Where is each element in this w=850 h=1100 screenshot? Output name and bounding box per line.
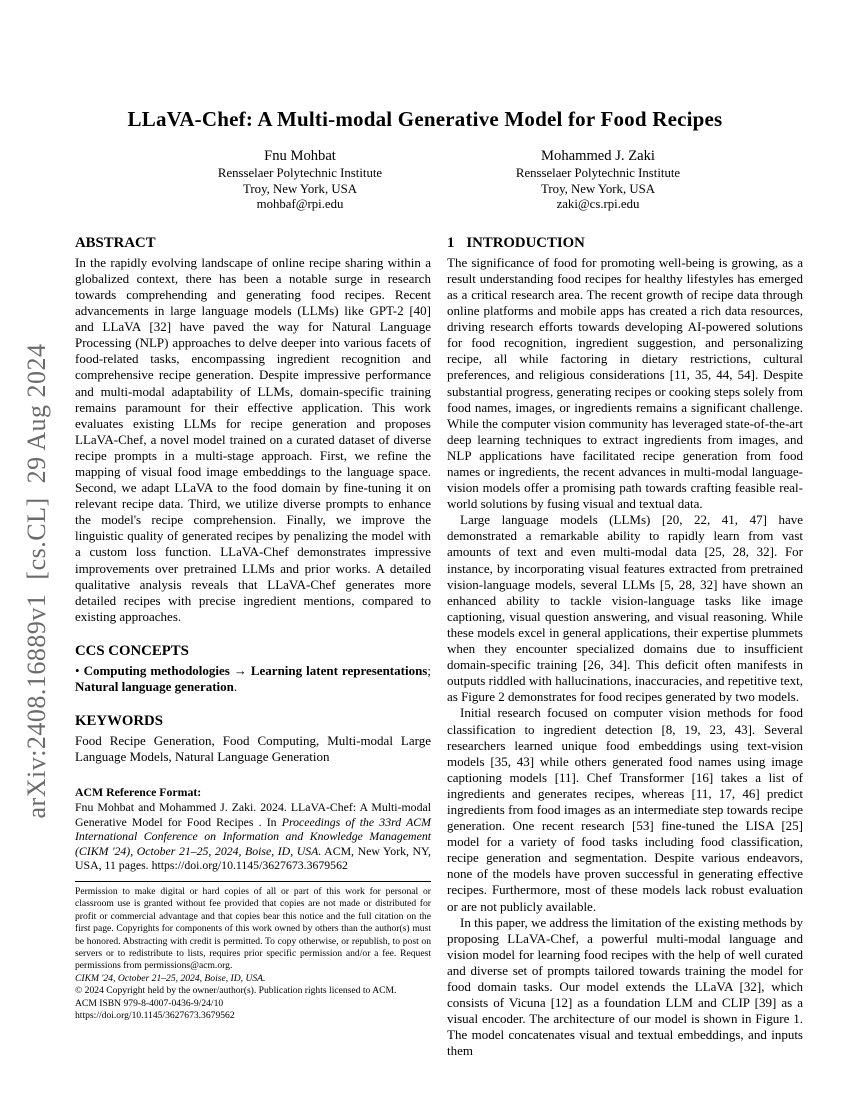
ccs-separator: ; — [427, 662, 431, 678]
intro-paragraph-3: Initial research focused on computer vision methods for food classification to ingredient detection [8, 19, 23, 43]. Several researchers learned unique food embeddings using text-vision models [35, 43] while others generated food names using image captioning models [11]. Chef Transformer [16] takes a list of ingredients and generates recipes, whereas [11, 17, 46] predict ingredients from food images as an intermediate step towards recipe generation. One recent research [53] fine-tuned the LISA [25] model for a variety of food tasks including food classification, recipe generation and segmentation. Despite various endeavors, none of the models have proven successful in generating effective recipes. Furthermore, most of these models lack robust evaluation or are not publicly available. — [447, 705, 803, 914]
acm-reference-heading: ACM Reference Format: — [75, 785, 202, 800]
reference-plain-2: ACM, New York, NY, USA, 11 pages. — [75, 843, 431, 873]
arxiv-stamp: arXiv:2408.16889v1 [cs.CL] 29 Aug 2024 — [22, 343, 51, 819]
permission-text: Permission to make digital or hard copies of all or part of this work for personal or classroom use is granted without fee provided that copies are not made or distributed for profit or commercial advantage and that copies bear this notice and the full citation on the first page. Copyrights for components of this work owned by others than the author(s) must be honored. Abstracting with credit is permitted. To copy otherwise, or republish, to post on servers or to redistribute to lists, requires prior specific permission and/or a fee. Request permissions from permissions@acm.org. — [75, 885, 431, 972]
copyright-footnote — [75, 881, 431, 1022]
acm-reference-text — [75, 800, 431, 873]
reference-doi-link[interactable]: https://doi.org/10.1145/3627673.3679562 — [151, 858, 348, 873]
abstract-text: In the rapidly evolving landscape of online recipe sharing within a globalized context, there has been a notable surge in research towards comprehending and generating food recipes. Recent advancements in large language models (LLMs) like GPT-2 [40] and LLaVA [32] have paved the way for Natural Language Processing (NLP) approaches to delve deeper into various facets of food-related tasks, encompassing ingredient recognition and comprehensive recipe generation. Despite impressive performance and multi-modal adaptability of LLMs, domain-specific training remains paramount for their effective application. This work evaluates existing LLMs for recipe generation and proposes LLaVA-Chef, a novel model trained on a curated dataset of diverse recipe prompts in a multi-stage approach. First, we refine the mapping of visual food image embeddings to the language space. Second, we adapt LLaVA to the food domain by fine-tuning it on relevant recipe data. Third, we utilize diverse prompts to enhance the model's recipe comprehension. Finally, we improve the linguistic quality of generated recipes by penalizing the model with a custom loss function. LLaVA-Chef demonstrates impressive improvements over pretrained LLMs and prior works. A detailed qualitative analysis reveals that LLaVA-Chef generates more detailed recipes with precise ingredient mentions, compared to existing approaches. — [75, 254, 431, 624]
intro-paragraph-4: In this paper, we address the limitation of the existing methods by proposing LLaVA-Chef, a powerful multi-modal language and vision model for learning food recipes with the help of well curated and diverse set of prompts tailored towards training the model for food domain tasks. Our model extends the LLaVA [32], which consists of Vicuna [12] as a foundation LLM and CLIP [39] as a visual encoder. The architecture of our model is shown in Figure 1. The model concatenates visual and textual embeddings, and inputs them — [447, 914, 803, 1059]
author-section — [151, 147, 850, 213]
reference-proceedings: Proceedings of the 33rd ACM International Conference on Information and Knowledge Management (CIKM '24), October 21–25, 2024, Boise, ID, USA. — [75, 814, 431, 858]
ccs-heading: CCS CONCEPTS — [75, 642, 189, 659]
abstract-heading: ABSTRACT — [75, 234, 156, 251]
left-column — [75, 234, 431, 1023]
two-column-body — [75, 234, 850, 1060]
ccs-concept-1: Computing methodologies — [83, 662, 230, 678]
reference-plain-1: Fnu Mohbat and Mohammed J. Zaki. 2024. LLaVA-Chef: A Multi-modal Generative Model for Food Recipes . In — [75, 799, 431, 829]
introduction-heading — [447, 234, 803, 252]
author-email[interactable]: zaki@cs.rpi.edu — [556, 197, 640, 212]
ccs-bullet: • — [75, 662, 80, 678]
author-block-1 — [151, 147, 449, 213]
ccs-concept-2: Learning latent representations — [250, 662, 428, 678]
ccs-arrow: → — [233, 662, 247, 678]
ccs-text — [75, 663, 431, 695]
author-location: Troy, New York, USA — [243, 181, 357, 196]
intro-paragraph-2: Large language models (LLMs) [20, 22, 41, 47] have demonstrated a remarkable ability to rapidly learn from vast amounts of text and even multi-modal data [25, 28, 32]. For instance, by incorporating visual features extracted from pretrained vision-language models, several LLMs [5, 28, 32] have shown an enhanced ability to tackle vision-language tasks like image captioning, visual question answering, and visual reasoning. While these models excel in general applications, their expertise plummets when they encounter specialized domains due to insufficient domain-specific training [26, 34]. This deficit often manifests in outputs riddled with hallucinations, inaccuracies, and repetitive text, as Figure 2 demonstrates for food recipes generated by two models. — [447, 512, 803, 705]
venue-line: CIKM '24, October 21–25, 2024, Boise, ID, USA. — [75, 972, 266, 984]
ccs-concept-3: Natural language generation — [75, 679, 234, 695]
keywords-heading: KEYWORDS — [75, 713, 163, 730]
footnote-rule — [75, 881, 431, 882]
copyright-line: © 2024 Copyright held by the owner/author(s). Publication rights licensed to ACM. — [75, 985, 397, 997]
paper-title: LLaVA-Chef: A Multi-modal Generative Model for Food Recipes — [127, 107, 723, 131]
author-affiliation: Rensselaer Polytechnic Institute — [515, 166, 681, 180]
keywords-text: Food Recipe Generation, Food Computing, Multi-modal Large Language Models, Natural Language Generation — [75, 733, 431, 765]
right-column — [447, 234, 803, 1060]
intro-paragraph-1: The significance of food for promoting well-being is growing, as a result understanding food recipes for healthy lifestyles has emerged as a critical research area. The recent growth of recipe data through online platforms and mobile apps has created a rich data resources, driving research efforts towards developing AI-powered solutions for food recognition, ingredient suggestion, and personalizing recipe, all while factoring in dietary restrictions, cultural preferences, and religious considerations [11, 35, 44, 54]. Despite substantial progress, generating recipes or cooking steps solely from food names, images, or ingredients remains a significant challenge. While the computer vision community has leveraged state-of-the-art deep learning techniques to extract ingredients from images, and NLP applications have facilitated recipe generation from food names or ingredients, the recent advances in multi-modal language-vision models offer a promising path towards crafting feasible real-world solutions by fusing visual and textual data. — [447, 254, 803, 512]
author-block-2 — [449, 147, 747, 213]
section-number: 1 — [447, 234, 455, 251]
author-name: Mohammed J. Zaki — [541, 148, 655, 164]
footnote-doi-link[interactable]: https://doi.org/10.1145/3627673.3679562 — [75, 1009, 235, 1021]
isbn-line: ACM ISBN 979-8-4007-0436-9/24/10 — [75, 997, 224, 1009]
author-location: Troy, New York, USA — [541, 181, 655, 196]
section-title: INTRODUCTION — [466, 234, 585, 251]
author-name: Fnu Mohbat — [264, 148, 336, 164]
author-email[interactable]: mohbaf@rpi.edu — [256, 197, 344, 212]
author-affiliation: Rensselaer Polytechnic Institute — [217, 166, 383, 180]
ccs-period: . — [233, 679, 238, 695]
